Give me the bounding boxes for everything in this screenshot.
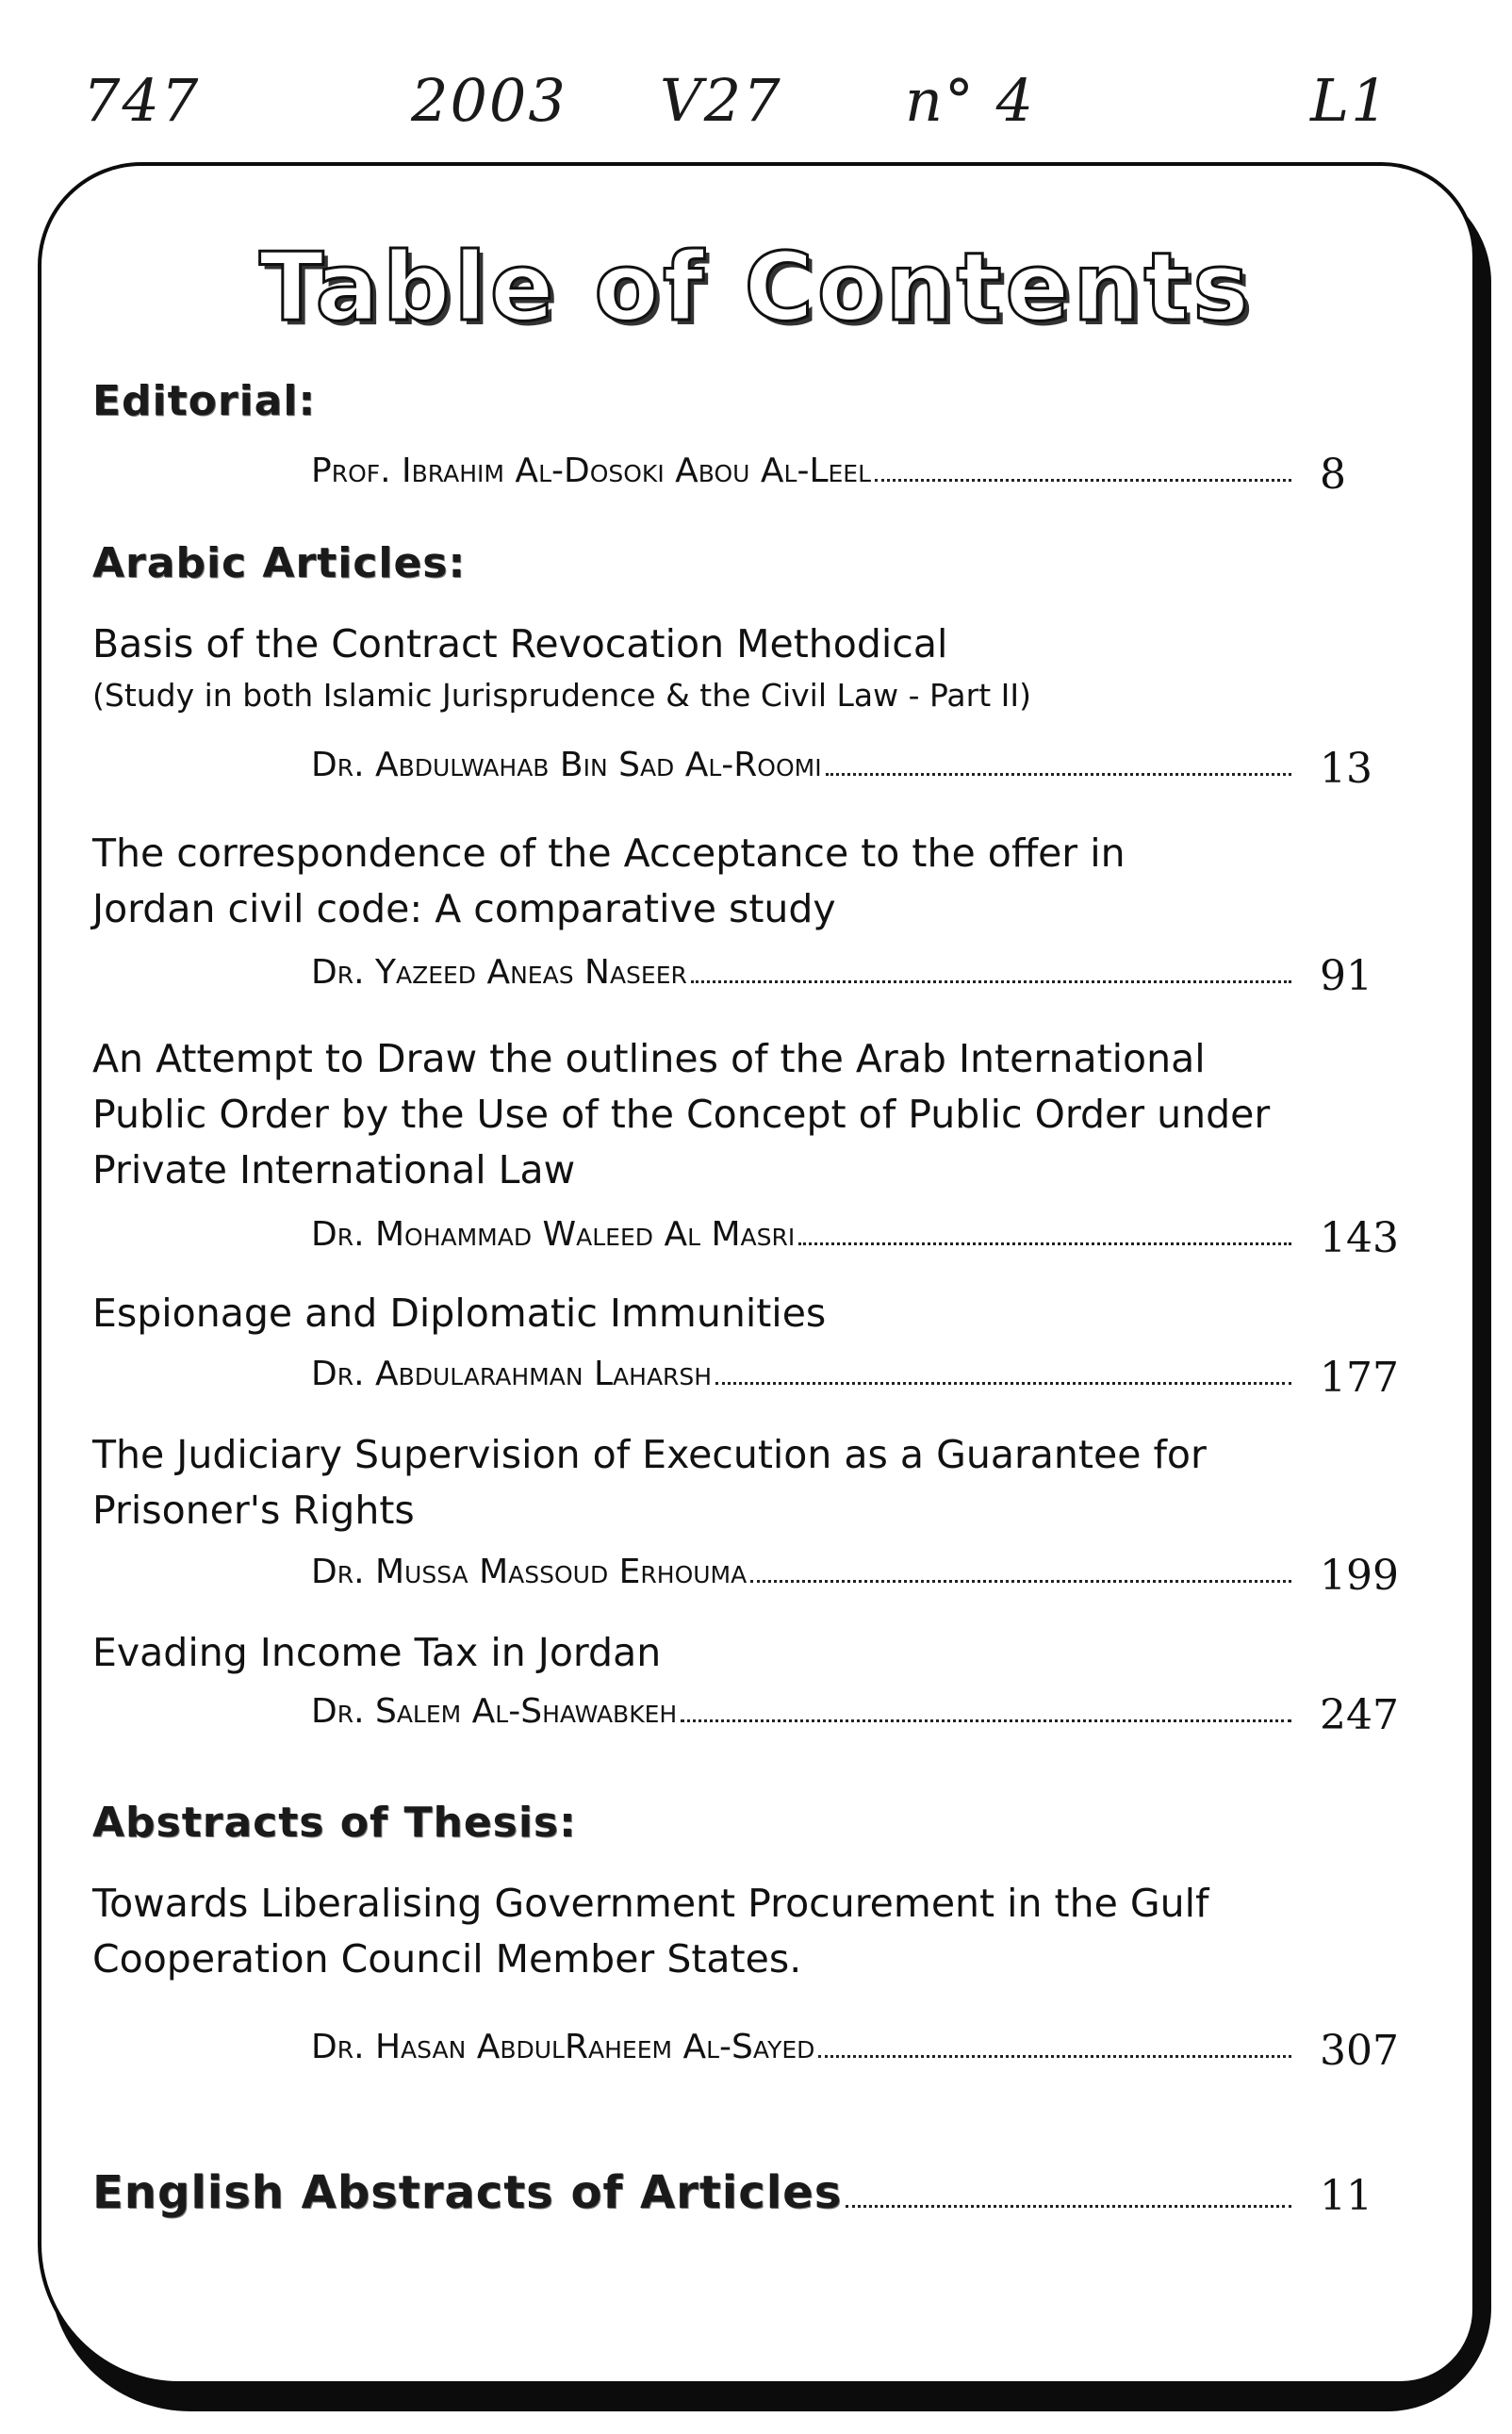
- article-title[interactable]: [92, 1625, 1337, 1681]
- leader-dots: [681, 1691, 1291, 1722]
- leader-dots: [798, 1214, 1291, 1245]
- entry-page: 13: [1320, 745, 1372, 793]
- title-line: Prisoner's Rights: [92, 1488, 415, 1533]
- thesis-title[interactable]: [92, 1876, 1337, 1987]
- section-editorial-heading: Editorial:: [92, 377, 317, 425]
- entry-author: Dr. Hasan AbdulRaheem Al-Sayed: [311, 2028, 815, 2066]
- leader-dots: [750, 1552, 1291, 1583]
- leader-dots: [691, 952, 1291, 983]
- entry-author: Dr. Mohammad Waleed Al Masri: [311, 1215, 796, 1254]
- article-entry[interactable]: [311, 1214, 1301, 1261]
- entry-author: Dr. Yazeed Aneas Naseer: [311, 953, 687, 992]
- title-line: Private International Law: [92, 1147, 576, 1192]
- article-entry[interactable]: [311, 1691, 1301, 1738]
- article-title[interactable]: [92, 617, 1337, 672]
- handwritten-volume: V27: [660, 66, 782, 135]
- leader-dots: [875, 451, 1291, 482]
- entry-page: 91: [1320, 952, 1372, 1000]
- article-subtitle: (Study in both Islamic Jurisprudence & the Civil Law - Part II): [92, 677, 1031, 714]
- article-entry[interactable]: [311, 745, 1301, 792]
- entry-author: Dr. Abdulwahab Bin Sad Al-Roomi: [311, 746, 822, 784]
- thesis-entry[interactable]: [311, 2027, 1301, 2074]
- article-title[interactable]: [92, 826, 1337, 937]
- leader-dots: [715, 1354, 1291, 1385]
- title-line: Evading Income Tax in Jordan: [92, 1630, 662, 1675]
- article-title[interactable]: [92, 1031, 1337, 1198]
- entry-page: 11: [1320, 2172, 1372, 2220]
- title-line: The Judiciary Supervision of Execution as a Guarantee for: [92, 1432, 1207, 1477]
- entry-author: Dr. Salem Al-Shawabkeh: [311, 1692, 678, 1731]
- title-line: Towards Liberalising Government Procurement in the Gulf: [92, 1881, 1209, 1926]
- handwritten-ref: 747: [83, 66, 201, 135]
- handwritten-year: 2003: [411, 66, 567, 135]
- title-line: The correspondence of the Acceptance to the offer in: [92, 831, 1126, 876]
- entry-page: 307: [1320, 2027, 1399, 2075]
- title-line: Cooperation Council Member States.: [92, 1936, 802, 1982]
- leader-dots: [818, 2027, 1291, 2058]
- article-entry[interactable]: [311, 1552, 1301, 1599]
- title-line: Public Order by the Use of the Concept of Public Order under: [92, 1092, 1271, 1137]
- entry-author: Prof. Ibrahim Al-Dosoki Abou Al-Leel: [311, 452, 872, 490]
- entry-page: 247: [1320, 1691, 1399, 1739]
- article-entry[interactable]: [311, 952, 1301, 999]
- title-line: An Attempt to Draw the outlines of the Arab International: [92, 1036, 1206, 1081]
- entry-page: 199: [1320, 1552, 1399, 1600]
- section-english-heading: English Abstracts of Articles: [92, 2166, 843, 2219]
- article-title[interactable]: [92, 1427, 1337, 1538]
- entry-page: 8: [1320, 451, 1346, 499]
- entry-author: Dr. Abdularahman Laharsh: [311, 1355, 713, 1393]
- english-abstracts-entry[interactable]: [92, 2166, 1301, 2219]
- leader-dots: [846, 2177, 1291, 2208]
- page-title: Table of Contents: [259, 232, 1253, 342]
- title-line: Basis of the Contract Revocation Methodical: [92, 621, 948, 666]
- article-entry[interactable]: [311, 1354, 1301, 1401]
- entry-author: Dr. Mussa Massoud Erhouma: [311, 1553, 748, 1591]
- leader-dots: [826, 745, 1291, 776]
- editorial-entry[interactable]: [311, 451, 1301, 498]
- section-thesis-heading: Abstracts of Thesis:: [92, 1799, 577, 1847]
- section-arabic-heading: Arabic Articles:: [92, 539, 467, 587]
- handwritten-mark: L1: [1310, 66, 1390, 135]
- article-title[interactable]: [92, 1286, 1337, 1341]
- entry-page: 143: [1320, 1214, 1399, 1262]
- handwritten-number: n° 4: [905, 66, 1036, 135]
- entry-page: 177: [1320, 1354, 1399, 1402]
- title-line: Espionage and Diplomatic Immunities: [92, 1291, 827, 1336]
- title-line: Jordan civil code: A comparative study: [92, 886, 836, 931]
